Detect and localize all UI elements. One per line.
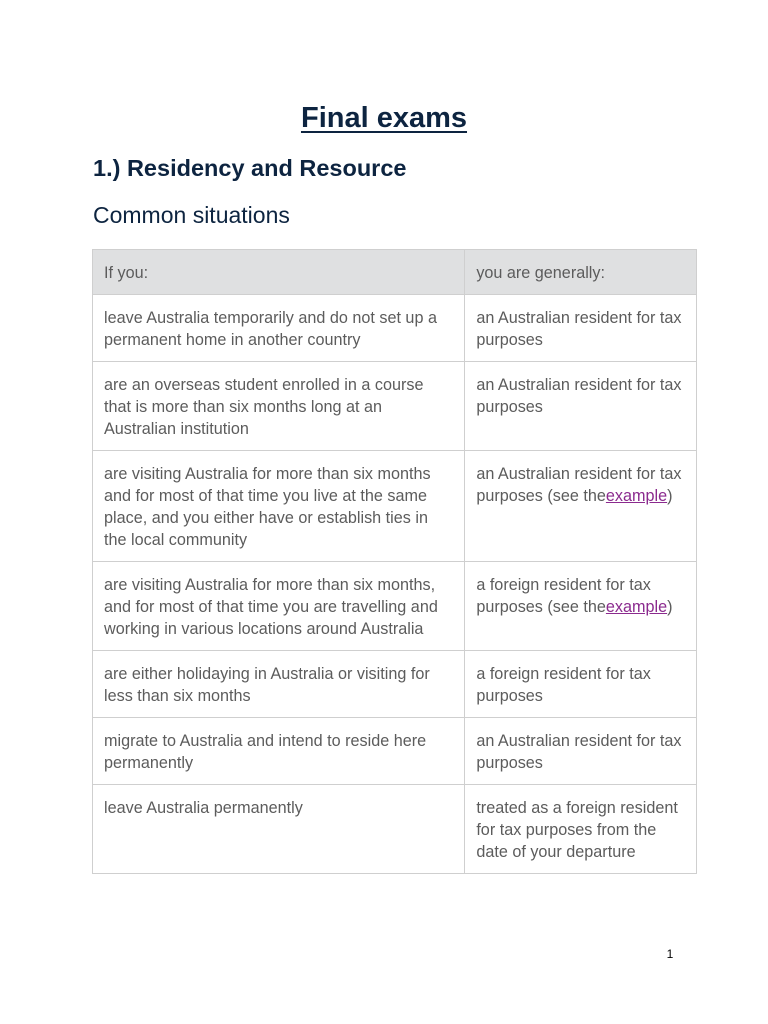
situation-cell: migrate to Australia and intend to reside here permanently: [93, 718, 465, 785]
table-row: [93, 785, 697, 874]
table-header-row: [93, 250, 697, 295]
table-row: [93, 651, 697, 718]
example-link[interactable]: example: [605, 487, 668, 505]
status-cell: [465, 562, 697, 651]
status-cell: [465, 451, 697, 562]
status-cell: an Australian resident for tax purposes: [465, 295, 697, 362]
status-text-suffix: ): [667, 598, 673, 616]
sub-heading: Common situations: [93, 202, 290, 228]
situation-cell: are visiting Australia for more than six months, and for most of that time you are travelling and working in various locations around Australia: [93, 562, 465, 651]
column-header-situation: If you:: [93, 250, 465, 295]
residency-situations-table: [92, 249, 697, 874]
status-cell: an Australian resident for tax purposes: [465, 718, 697, 785]
example-link[interactable]: example: [605, 598, 668, 616]
situation-cell: leave Australia temporarily and do not set up a permanent home in another country: [93, 295, 465, 362]
table-row: [93, 362, 697, 451]
status-cell: treated as a foreign resident for tax purposes from the date of your departure: [465, 785, 697, 874]
section-heading: 1.) Residency and Resource: [93, 155, 407, 181]
status-text: an Australian resident for tax purposes (see the: [476, 465, 682, 505]
table-row: [93, 451, 697, 562]
page-title: Final exams: [300, 102, 468, 134]
column-header-status: you are generally:: [465, 250, 697, 295]
status-text-suffix: ): [667, 487, 673, 505]
status-text: a foreign resident for tax purposes (see the: [476, 576, 651, 616]
page-number: 1: [666, 947, 674, 961]
table-row: [93, 562, 697, 651]
table-row: [93, 718, 697, 785]
table-row: [93, 295, 697, 362]
situation-cell: are either holidaying in Australia or visiting for less than six months: [93, 651, 465, 718]
status-cell: an Australian resident for tax purposes: [465, 362, 697, 451]
situation-cell: are visiting Australia for more than six months and for most of that time you live at the same place, and you either have or establish ties in the local community: [93, 451, 465, 562]
situation-cell: leave Australia permanently: [93, 785, 465, 874]
situation-cell: are an overseas student enrolled in a course that is more than six months long at an Australian institution: [93, 362, 465, 451]
status-cell: a foreign resident for tax purposes: [465, 651, 697, 718]
